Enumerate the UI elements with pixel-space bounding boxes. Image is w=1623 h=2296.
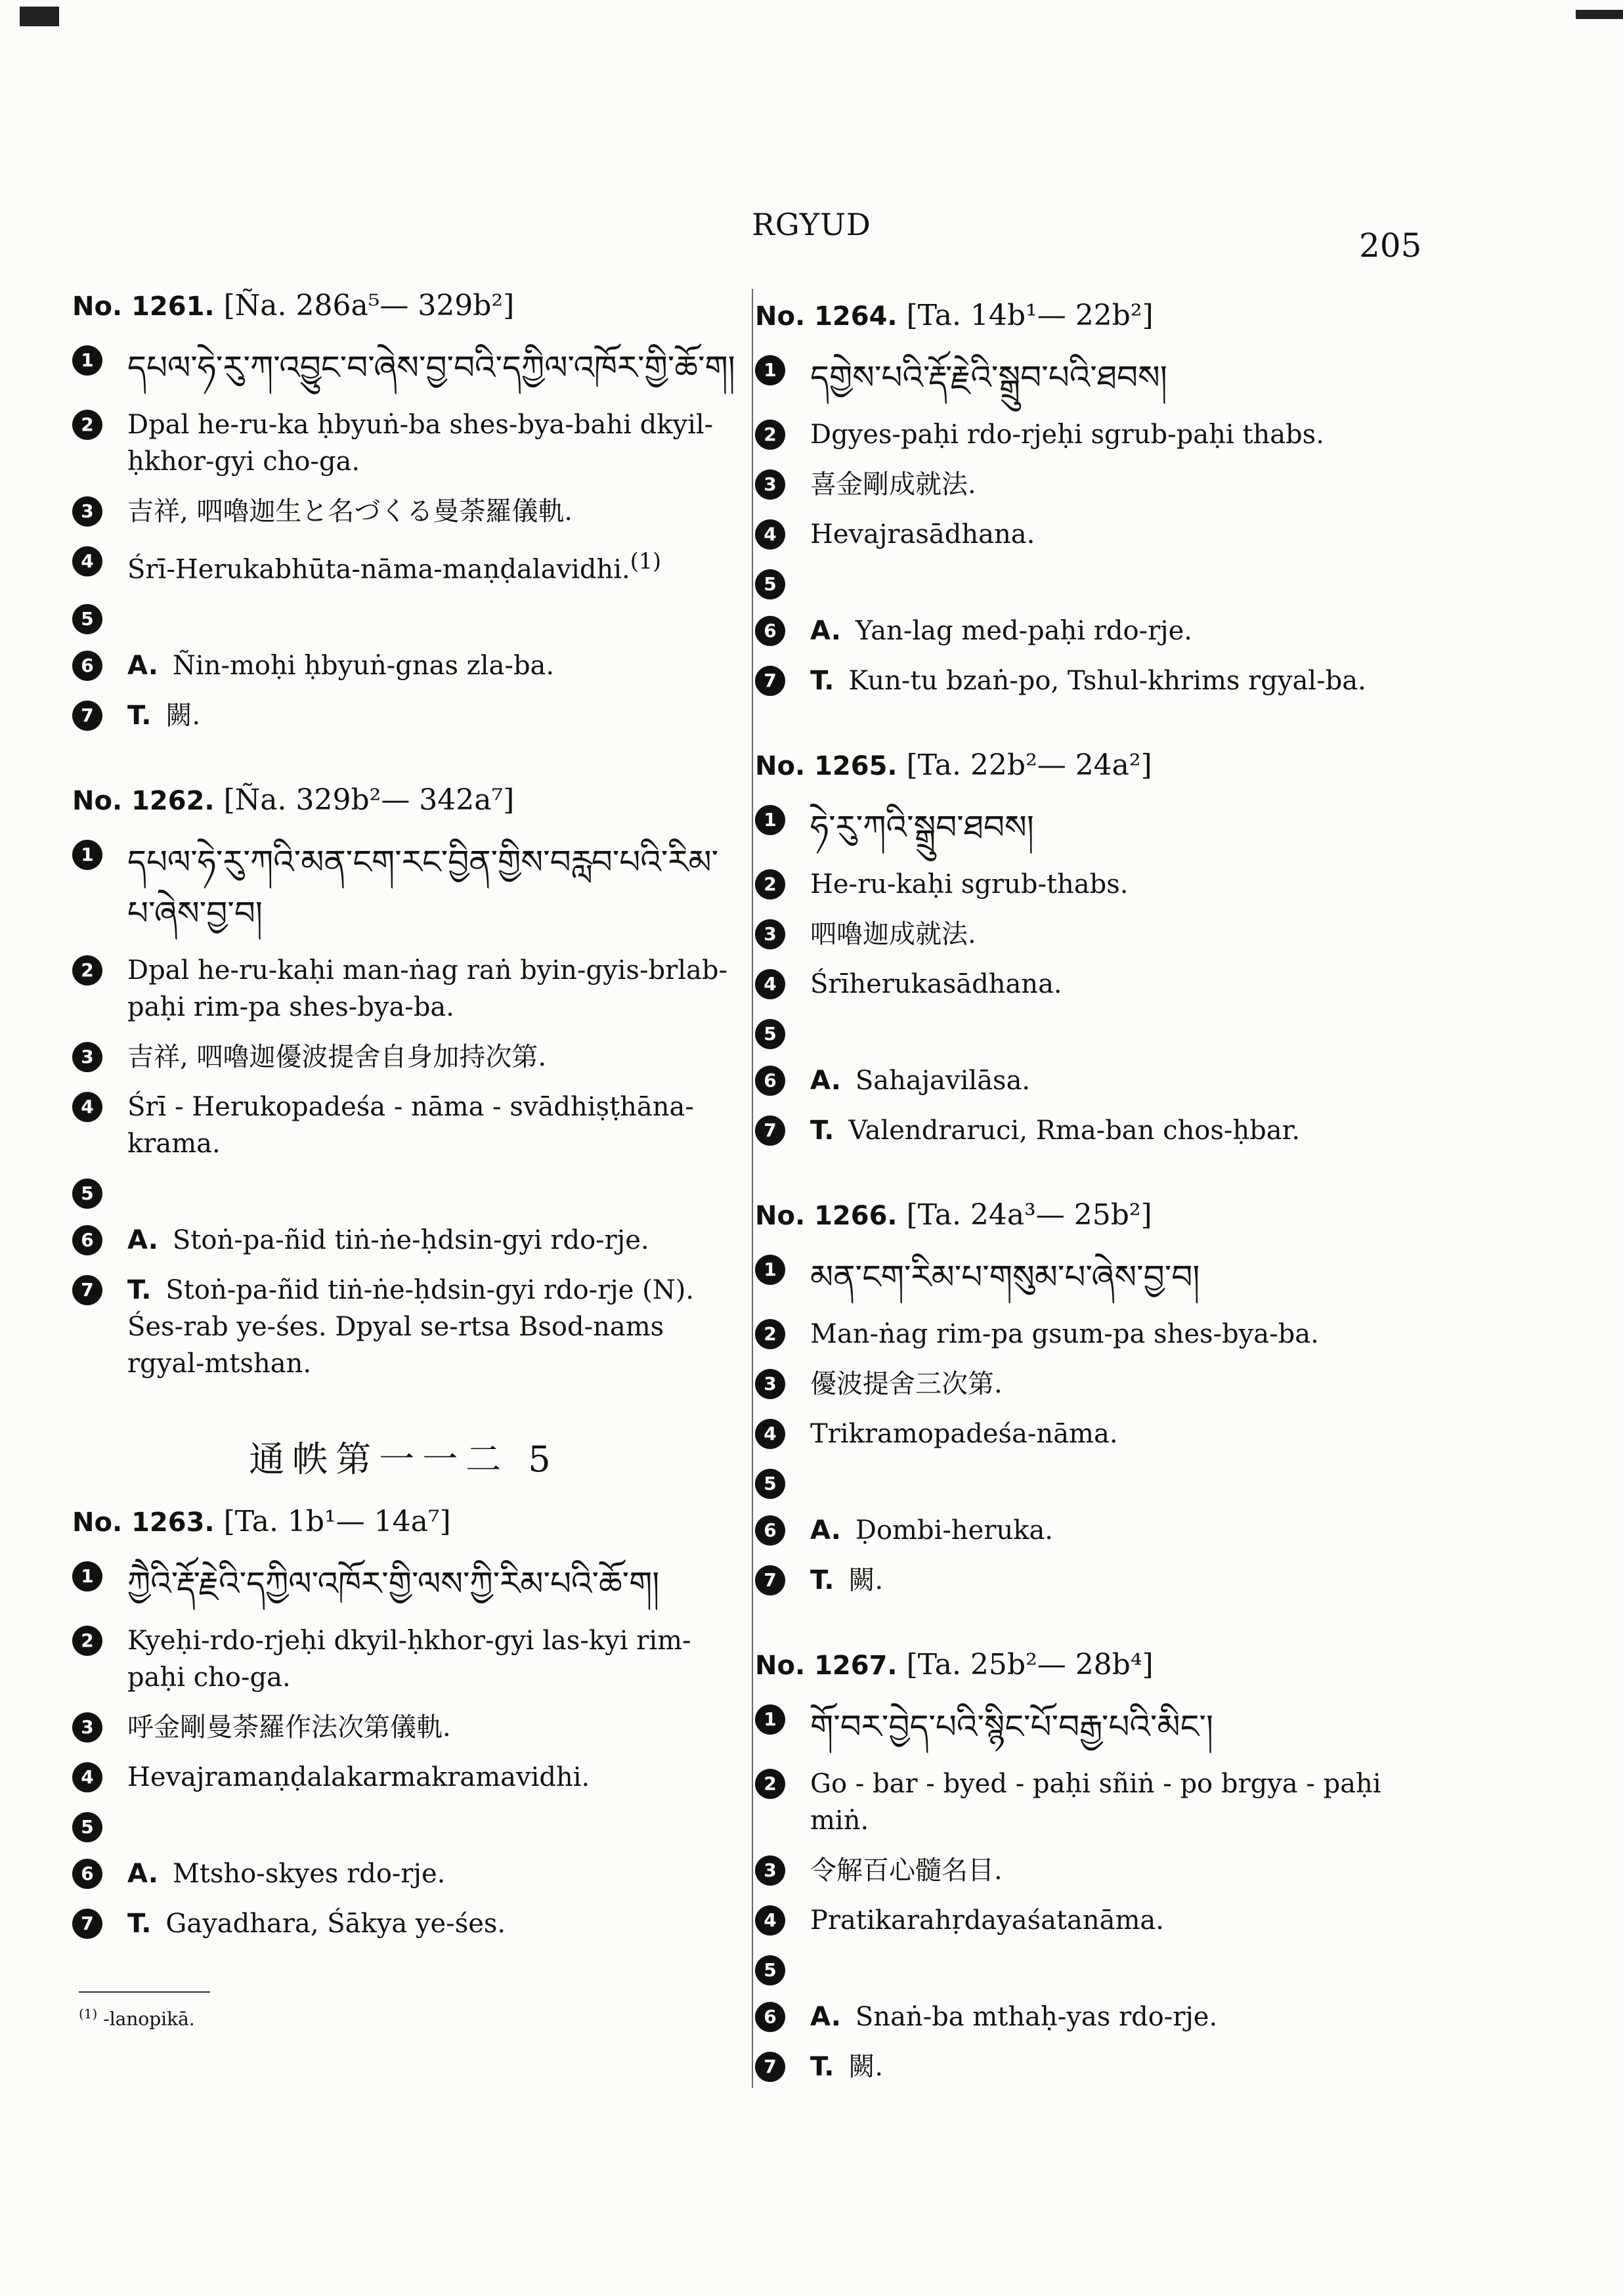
entry-field-3: [72, 1039, 735, 1075]
entry-field-2: [755, 1765, 1418, 1839]
translit-text: [810, 1765, 1418, 1839]
circled-number-1: 1: [755, 805, 785, 835]
cjk-value: 優波提舍三次第.: [810, 1369, 1003, 1399]
entry-reference: [Ta. 14b¹— 22b²]: [906, 299, 1154, 332]
t-text: [810, 662, 1418, 699]
cjk-value: 吉祥, 呬嚕迦優波提舍自身加持次第.: [127, 1042, 547, 1073]
tib-value: དཔལ་ཧེ་རུ་ཀའི་མན་ངག་རང་བྱིན་གྱིས་བརླབ་པའི་རིམ་པ་ཞེས་བྱ་བ།: [127, 843, 719, 933]
entry-reference: [Ña. 329b²— 342a⁷]: [223, 783, 515, 817]
circled-number-2: 2: [755, 869, 785, 899]
t-label: T.: [127, 1909, 152, 1939]
tib-value: མན་ངག་རིམ་པ་གསུམ་པ་ཞེས་བྱ་བ།: [810, 1258, 1200, 1296]
circled-number-6: 6: [755, 616, 785, 646]
circled-number-5: 5: [72, 1812, 102, 1842]
running-head: RGYUD: [752, 207, 871, 242]
circled-number-3: 3: [755, 469, 785, 500]
entry-field-6: [755, 613, 1418, 649]
a-value: Yan-lag med-paḥi rdo-rje.: [855, 616, 1192, 646]
circled-number-7: 7: [72, 1275, 102, 1305]
entry-field-7: [755, 1562, 1418, 1599]
tib-value: དགྱེས་པའི་རྡོ་རྗེའི་སྒྲུབ་པའི་ཐབས།: [810, 358, 1167, 397]
circled-number-2: 2: [755, 1769, 785, 1799]
cjk-text: [810, 1366, 1418, 1402]
tib-text: [810, 1251, 1418, 1303]
entry-field-4: [755, 1902, 1418, 1939]
a-text: [810, 1062, 1418, 1099]
translit-text: [127, 1622, 735, 1696]
entry-heading: [755, 1648, 1418, 1681]
left-column: [72, 289, 735, 2030]
scan-mark-top-left: [20, 7, 59, 26]
circled-number-6: 6: [755, 2002, 785, 2032]
a-label: A.: [810, 2002, 841, 2032]
footnote: [79, 2006, 735, 2029]
a-label: A.: [810, 1515, 841, 1546]
entry-field-3: [755, 916, 1418, 953]
entry-reference: [Ña. 286a⁵— 329b²]: [223, 289, 515, 322]
circled-number-4: 4: [72, 546, 102, 576]
entry-field-4: [72, 1089, 735, 1162]
page-number: 205: [1359, 227, 1422, 265]
scan-mark-top-right: [1576, 10, 1623, 19]
catalog-entry: [72, 783, 735, 1382]
translit-text: [810, 416, 1418, 453]
circled-number-7: 7: [755, 2052, 785, 2082]
t-value: 闕.: [848, 1565, 884, 1595]
t-text: [810, 1112, 1418, 1149]
t-value: Gayadhara, Śākya ye-śes.: [165, 1909, 506, 1939]
circled-number-4: 4: [755, 519, 785, 550]
circled-number-3: 3: [72, 1042, 102, 1072]
entry-field-6: [755, 1512, 1418, 1549]
circled-number-4: 4: [755, 1905, 785, 1936]
t-text: [127, 697, 735, 734]
circled-number-6: 6: [72, 651, 102, 681]
translit-value: Kyeḥi-rdo-rjeḥi dkyil-ḥkhor-gyi las-kyi rim-paḥi cho-ga.: [127, 1626, 691, 1693]
entry-reference: [Ta. 24a³— 25b²]: [906, 1198, 1152, 1232]
skt-value: Trikramopadeśa-nāma.: [810, 1419, 1118, 1449]
tib-value: ཀྱཻའི་རྡོ་རྗེའི་དཀྱིལ་འཁོར་གྱི་ལས་ཀྱི་རིམ་པའི་ཆོ་ག།: [127, 1565, 660, 1603]
entry-field-2: [72, 1622, 735, 1696]
a-label: A.: [127, 651, 158, 682]
entry-number: No. 1265.: [755, 751, 898, 781]
tib-text: [127, 836, 735, 939]
t-label: T.: [810, 2052, 834, 2082]
skt-value: Hevajramaṇḍalakarmakramavidhi.: [127, 1762, 590, 1793]
circled-number-7: 7: [72, 1909, 102, 1939]
entry-field-4: [755, 1416, 1418, 1452]
entry-field-3: [72, 1709, 735, 1746]
tib-value: དཔལ་ཧེ་རུ་ཀ་འབྱུང་བ་ཞེས་བྱ་བའི་དཀྱིལ་འཁོར་གྱི་ཆོ་ག།: [127, 349, 735, 387]
footnote-reference: (1): [630, 548, 661, 574]
entry-number: No. 1264.: [755, 301, 898, 332]
a-text: [127, 647, 735, 684]
skt-text: [810, 966, 1418, 1003]
entry-number: No. 1263.: [72, 1507, 215, 1538]
entry-field-5: [755, 566, 1418, 599]
a-value: Sahajavilāsa.: [855, 1066, 1031, 1096]
skt-value: Hevajrasādhana.: [810, 519, 1035, 550]
circled-number-2: 2: [72, 1626, 102, 1656]
entry-heading: [755, 299, 1418, 332]
circled-number-2: 2: [72, 410, 102, 440]
circled-number-1: 1: [72, 345, 102, 376]
circled-number-1: 1: [755, 1704, 785, 1735]
cjk-text: [127, 493, 735, 530]
translit-value: Man-ṅag rim-pa gsum-pa shes-bya-ba.: [810, 1319, 1319, 1349]
t-value: Valendraruci, Rma-ban chos-ḥbar.: [848, 1116, 1301, 1146]
skt-value: Śrī - Herukopadeśa - nāma - svādhiṣṭhāna-krama.: [127, 1092, 694, 1159]
skt-value: Śrī-Herukabhūta-nāma-maṇḍalavidhi.: [127, 554, 630, 585]
circled-number-1: 1: [72, 1561, 102, 1592]
skt-text: [810, 1416, 1418, 1452]
entry-field-6: [755, 1999, 1418, 2035]
t-label: T.: [810, 666, 834, 696]
circled-number-5: 5: [755, 569, 785, 599]
entry-field-2: [72, 406, 735, 480]
circled-number-3: 3: [72, 1712, 102, 1743]
t-value: Stoṅ-pa-ñid tiṅ-ṅe-ḥdsin-gyi rdo-rje (N). Śes-rab ye-śes. Dpyal se-rtsa Bsod-nams rgyal-mtshan.: [127, 1275, 695, 1379]
circled-number-6: 6: [755, 1066, 785, 1096]
skt-text: [810, 516, 1418, 553]
cjk-text: [810, 916, 1418, 953]
tib-text: [810, 802, 1418, 853]
entry-field-1: [72, 836, 735, 939]
a-value: Ḍombi-heruka.: [855, 1515, 1054, 1546]
catalog-entry: [72, 289, 735, 734]
circled-number-1: 1: [755, 1255, 785, 1285]
entry-field-7: [755, 1112, 1418, 1149]
circled-number-4: 4: [755, 969, 785, 999]
t-value: 闕.: [848, 2052, 884, 2082]
translit-value: Dpal he-ru-ka ḥbyuṅ-ba shes-bya-bahi dkyil-ḥkhor-gyi cho-ga.: [127, 410, 714, 477]
a-label: A.: [810, 1066, 841, 1096]
entry-field-2: [755, 416, 1418, 453]
t-text: [127, 1905, 735, 1942]
circled-number-1: 1: [72, 840, 102, 870]
circled-number-6: 6: [72, 1225, 102, 1255]
catalog-entry: [755, 1198, 1418, 1599]
catalog-entry: [72, 1505, 735, 1942]
circled-number-3: 3: [72, 496, 102, 527]
entry-field-4: [72, 1759, 735, 1796]
footnote-rule: [79, 1991, 210, 1993]
cjk-value: 呼金剛曼荼羅作法次第儀軌.: [127, 1712, 451, 1743]
catalog-entry: [755, 1648, 1418, 2085]
entry-field-7: [72, 697, 735, 734]
tib-text: [127, 342, 735, 393]
entry-field-7: [755, 2048, 1418, 2085]
tib-text: [810, 352, 1418, 403]
circled-number-5: 5: [72, 604, 102, 634]
entry-field-1: [72, 342, 735, 393]
entry-field-4: [755, 516, 1418, 553]
skt-text: [127, 543, 735, 588]
entry-number: No. 1266.: [755, 1201, 898, 1231]
t-value: Kun-tu bzaṅ-po, Tshul-khrims rgyal-ba.: [848, 666, 1366, 696]
entry-field-2: [755, 866, 1418, 903]
entry-field-1: [755, 352, 1418, 403]
cjk-text: [127, 1709, 735, 1746]
t-label: T.: [810, 1116, 834, 1146]
entry-reference: [Ta. 25b²— 28b⁴]: [906, 1648, 1154, 1681]
circled-number-3: 3: [755, 1855, 785, 1886]
entry-field-5: [72, 1175, 735, 1209]
cjk-text: [127, 1039, 735, 1075]
entry-field-2: [755, 1316, 1418, 1353]
t-label: T.: [127, 701, 152, 731]
circled-number-4: 4: [72, 1092, 102, 1122]
cjk-value: 喜金剛成就法.: [810, 469, 976, 500]
t-text: [810, 2048, 1418, 2085]
t-label: T.: [127, 1275, 152, 1306]
entry-number: No. 1262.: [72, 786, 215, 817]
entry-reference: [Ta. 1b¹— 14a⁷]: [223, 1505, 451, 1539]
a-text: [127, 1222, 735, 1259]
entry-field-5: [755, 1952, 1418, 1985]
circled-number-5: 5: [72, 1179, 102, 1209]
circled-number-5: 5: [755, 1469, 785, 1499]
entry-heading: [755, 1198, 1418, 1232]
translit-value: Dpal he-ru-kaḥi man-ṅag raṅ byin-gyis-brlab-paḥi rim-pa shes-bya-ba.: [127, 955, 727, 1023]
cjk-text: [810, 466, 1418, 503]
entry-field-3: [755, 1366, 1418, 1402]
footnote-marker: (1): [79, 2006, 98, 2022]
skt-text: [127, 1759, 735, 1796]
entry-heading: [72, 1505, 735, 1538]
a-label: A.: [810, 616, 841, 646]
footnote-text: -lanopikā.: [103, 2008, 195, 2030]
entry-field-3: [72, 493, 735, 530]
cjk-text: [810, 1852, 1418, 1889]
a-value: Stoṅ-pa-ñid tiṅ-ṅe-ḥdsin-gyi rdo-rje.: [172, 1225, 649, 1256]
t-text: [810, 1562, 1418, 1599]
tib-value: གོ་བར་བྱེད་པའི་སྙིང་པོ་བརྒྱ་པའི་མིང་།: [810, 1708, 1213, 1746]
a-text: [127, 1855, 735, 1892]
catalog-entry: [755, 748, 1418, 1149]
entry-field-2: [72, 952, 735, 1026]
tib-text: [810, 1701, 1418, 1752]
entry-reference: [Ta. 22b²— 24a²]: [906, 748, 1152, 782]
circled-number-3: 3: [755, 1369, 785, 1399]
cjk-value: 吉祥, 呬嚕迦生と名づくる曼荼羅儀軌.: [127, 496, 573, 527]
a-value: Mtsho-skyes rdo-rje.: [172, 1859, 446, 1890]
circled-number-7: 7: [755, 1116, 785, 1146]
entry-number: No. 1267.: [755, 1651, 898, 1681]
circled-number-5: 5: [755, 1019, 785, 1049]
circled-number-2: 2: [755, 1319, 785, 1349]
a-value: Ñin-moḥi ḥbyuṅ-gnas zla-ba.: [172, 651, 555, 682]
entry-field-4: [755, 966, 1418, 1003]
circled-number-4: 4: [72, 1762, 102, 1792]
skt-value: Śrīherukasādhana.: [810, 969, 1062, 999]
translit-text: [810, 866, 1418, 903]
volume-stamp: 通帙第一一二 5: [249, 1439, 559, 1481]
tib-value: ཧེ་རུ་ཀའི་སྒྲུབ་ཐབས།: [810, 808, 1034, 846]
circled-number-6: 6: [72, 1859, 102, 1889]
circled-number-2: 2: [755, 420, 785, 450]
circled-number-7: 7: [755, 666, 785, 696]
circled-number-5: 5: [755, 1955, 785, 1985]
t-value: 闕.: [165, 701, 201, 731]
entry-field-1: [755, 1251, 1418, 1303]
entry-field-1: [755, 802, 1418, 853]
translit-text: [810, 1316, 1418, 1353]
entry-field-7: [72, 1272, 735, 1382]
translit-value: Dgyes-paḥi rdo-rjeḥi sgrub-paḥi thabs.: [810, 420, 1324, 450]
skt-text: [810, 1902, 1418, 1939]
entry-field-6: [72, 647, 735, 684]
entry-field-3: [755, 466, 1418, 503]
entry-heading: [72, 783, 735, 817]
translit-text: [127, 406, 735, 480]
a-text: [810, 1512, 1418, 1549]
entry-field-5: [72, 1809, 735, 1842]
t-label: T.: [810, 1565, 834, 1595]
entry-field-6: [72, 1222, 735, 1259]
entry-number: No. 1261.: [72, 292, 215, 322]
skt-value: Pratikarahṛdayaśatanāma.: [810, 1905, 1164, 1936]
entry-field-6: [755, 1062, 1418, 1099]
entry-field-1: [72, 1558, 735, 1609]
translit-value: He-ru-kaḥi sgrub-thabs.: [810, 869, 1129, 899]
entry-field-1: [755, 1701, 1418, 1752]
cjk-value: 令解百心髓名目.: [810, 1855, 1003, 1886]
a-value: Snaṅ-ba mthaḥ-yas rdo-rje.: [855, 2002, 1218, 2032]
circled-number-4: 4: [755, 1419, 785, 1449]
circled-number-6: 6: [755, 1515, 785, 1546]
a-text: [810, 613, 1418, 649]
a-label: A.: [127, 1859, 158, 1890]
translit-value: Go - bar - byed - paḥi sñiṅ - po brgya - paḥi miṅ.: [810, 1769, 1381, 1836]
skt-text: [127, 1089, 735, 1162]
t-text: [127, 1272, 735, 1382]
entry-field-6: [72, 1855, 735, 1892]
translit-text: [127, 952, 735, 1026]
circled-number-2: 2: [72, 955, 102, 986]
circled-number-1: 1: [755, 355, 785, 385]
entry-field-7: [72, 1905, 735, 1942]
entry-heading: [72, 289, 735, 322]
a-label: A.: [127, 1225, 158, 1256]
catalog-entry: [755, 299, 1418, 699]
entry-field-5: [72, 601, 735, 634]
entry-field-7: [755, 662, 1418, 699]
right-column: [755, 299, 1418, 2134]
circled-number-7: 7: [755, 1565, 785, 1595]
circled-number-3: 3: [755, 919, 785, 949]
entry-field-5: [755, 1465, 1418, 1499]
entry-field-5: [755, 1016, 1418, 1049]
tib-text: [127, 1558, 735, 1609]
entry-heading: [755, 748, 1418, 782]
entry-field-3: [755, 1852, 1418, 1889]
a-text: [810, 1999, 1418, 2035]
entry-field-4: [72, 543, 735, 588]
circled-number-7: 7: [72, 701, 102, 731]
column-divider: [752, 289, 753, 2088]
cjk-value: 呬嚕迦成就法.: [810, 919, 976, 949]
